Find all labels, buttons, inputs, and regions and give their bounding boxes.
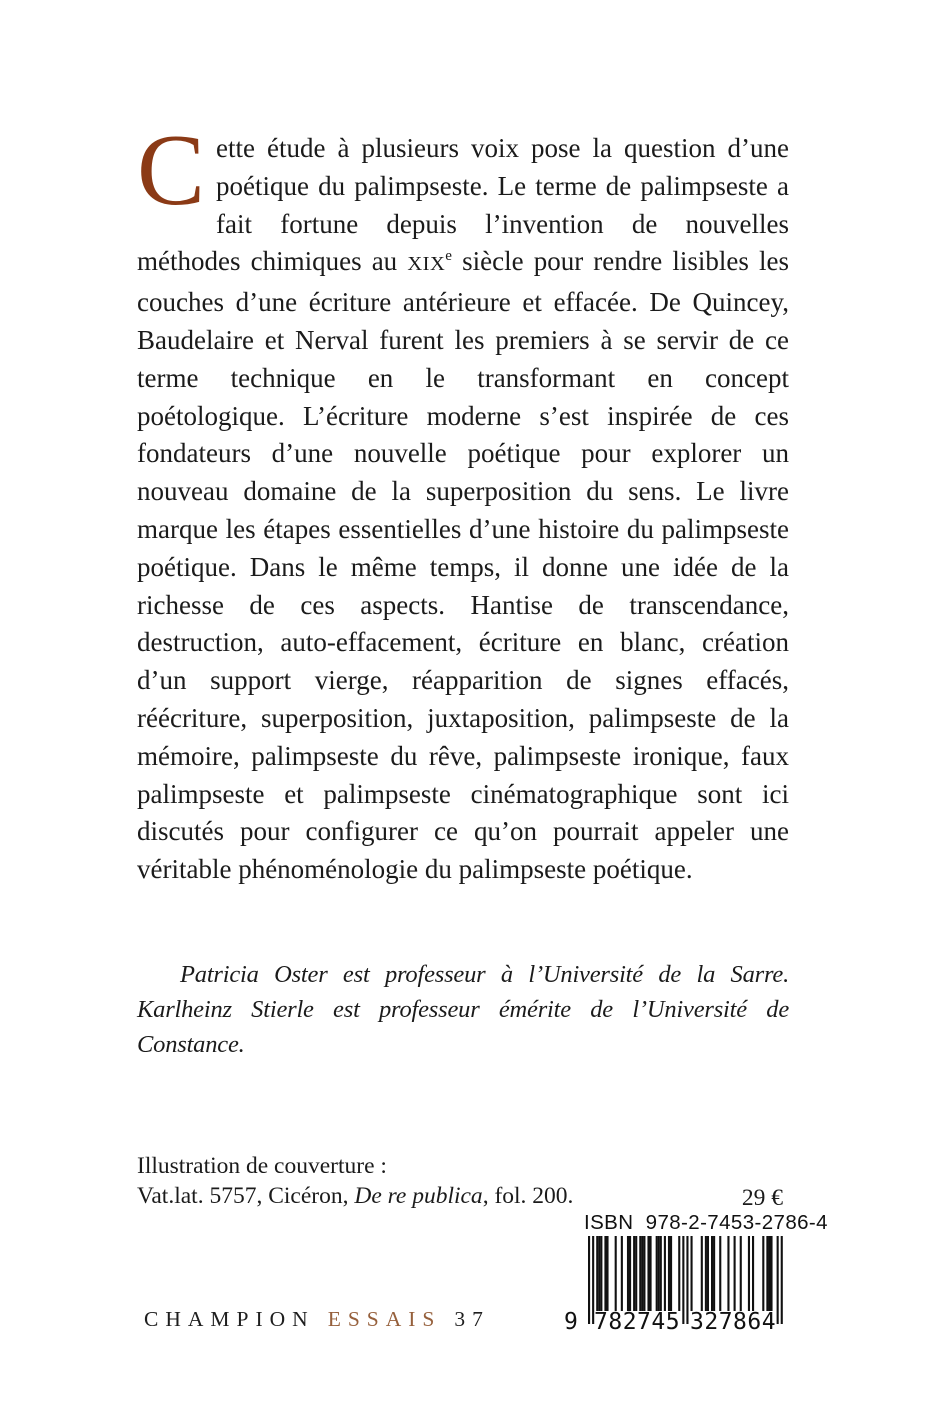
- imprint-publisher: CHAMPION: [144, 1307, 315, 1331]
- barcode-digits-right: 327864: [690, 1309, 777, 1335]
- blurb-text: ette étude à plusieurs voix pose la question d’une poétique du palimpseste. Le terme de palimpseste a fait fortune depuis l’invention de nouvelles méthodes chimiques au XIXe siècle pour rendre lisibles les couches d’une écriture antérieure et effacée. De Quincey, Baudelaire et Nerval furent les premiers à se servir de ce terme technique en le transformant en concept poétologique. L’écriture moderne s’est inspirée de ces fondateurs d’une nouvelle poétique pour explorer un nouveau domaine de la superposition du sens. Le livre marque les étapes essentielles d’une histoire du palimpseste poétique. Dans le même temps, il donne une idée de la richesse de ces aspects. Hantise de transcendance, destruction, auto-effacement, écriture en blanc, création d’un support vierge, réapparition de signes effacés, réécriture, superposition, juxtaposition, palimpseste de la mémoire, palimpseste du rêve, palimpseste ironique, faux palimpseste et palimpseste cinématographique sont ici discutés pour configurer ce qu’on pourrait appeler une véritable phénoménologie du palimpseste poétique.: [137, 133, 789, 885]
- isbn-label: ISBN 978-2-7453-2786-4: [584, 1211, 828, 1234]
- illustration-credit-label: Illustration de couverture :: [137, 1153, 387, 1179]
- drop-cap: C: [137, 114, 206, 227]
- illustration-credit-source: Vat.lat. 5757, Cicéron, De re publica, fol. 200.: [137, 1182, 574, 1209]
- illustration-credit: [137, 1152, 607, 1211]
- authors-bio: Patricia Oster est professeur à l’Université de la Sarre. Karlheinz Stierle est professeur émérite de l’Université de Constance.: [137, 961, 789, 1058]
- ean13-barcode: [562, 1236, 784, 1335]
- barcode-digits-left: 782745: [594, 1309, 681, 1335]
- imprint-series: ESSAIS: [327, 1307, 442, 1331]
- blurb-paragraph: [137, 114, 789, 889]
- imprint-number: 37: [454, 1307, 490, 1331]
- price-label: 29 €: [741, 1185, 783, 1211]
- barcode-digit-first: 9: [564, 1309, 578, 1335]
- imprint-line: [144, 1307, 490, 1332]
